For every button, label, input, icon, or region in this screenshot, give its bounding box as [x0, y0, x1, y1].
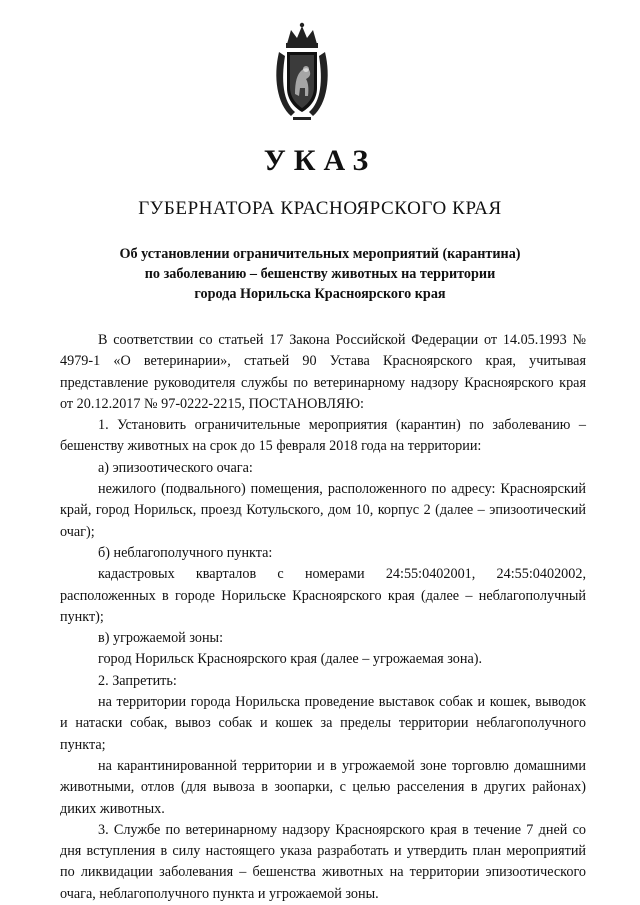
clause-2-item-1: на территории города Норильска проведение выставок собак и кошек, выводок и натаски собак, вывоз собак и кошек за пределы территории неблагополучного пункта; — [60, 694, 586, 753]
clause-1c-heading: в) угрожаемой зоны: — [98, 630, 224, 647]
preamble-paragraph: В соответствии со статьей 17 Закона Российской Федерации от 14.05.1993 № 4979-1 «О ветеринарии», статьей 90 Устава Красноярского края, учитывая представление руководителя службы по ветеринарному надзору Красноярского края от 20.12.2017 № 97-0222-2215, ПОСТАНОВЛЯЮ: — [60, 332, 586, 412]
clause-1b-heading: б) неблагополучного пункта: — [98, 544, 273, 561]
document-subtitle: ГУБЕРНАТОРА КРАСНОЯРСКОГО КРАЯ — [138, 198, 502, 219]
clause-1a-text: нежилого (подвального) помещения, расположенного по адресу: Красноярский край, город Норильск, проезд Котульского, дом 10, корпус 2 (далее – эпизоотический очаг); — [60, 481, 586, 540]
clause-1b-text: кадастровых кварталов с номерами 24:55:0402001, 24:55:0402002, расположенных в городе Норильске Красноярского края (далее – неблагополучный пункт); — [60, 566, 586, 625]
decree-body — [60, 330, 586, 905]
clause-2: 2. Запретить: — [98, 672, 177, 689]
heading-line: по заболеванию – бешенству животных на территории — [144, 266, 496, 282]
heading-line: города Норильска Красноярского края — [194, 286, 446, 302]
document-title: УКАЗ — [263, 144, 377, 177]
clause-3: 3. Службе по ветеринарному надзору Красноярского края в течение 7 дней со дня вступления в силу настоящего указа разработать и утвердить план мероприятий по ликвидации заболевания – бешенства животных на территории эпизоотического очага, неблагополучного пункта и угрожаемой зоны. — [60, 821, 586, 902]
clause-1: 1. Установить ограничительные мероприятия (карантин) по заболеванию – бешенству животных на срок до 15 февраля 2018 года на территории: — [60, 417, 586, 455]
clause-2-item-2: на карантинированной территории и в угрожаемой зоне торговлю домашними животными, отлов (для вывоза в зоопарки, с целью расселения в других районах) диких животных. — [60, 757, 586, 817]
coat-of-arms-icon — [273, 22, 331, 122]
decree-heading — [80, 244, 560, 304]
clause-1c-text: город Норильск Красноярского края (далее – угрожаемая зона). — [98, 651, 483, 668]
clause-1a-heading: а) эпизоотического очага: — [98, 459, 253, 476]
heading-line: Об установлении ограничительных мероприятий (карантина) — [119, 246, 521, 262]
